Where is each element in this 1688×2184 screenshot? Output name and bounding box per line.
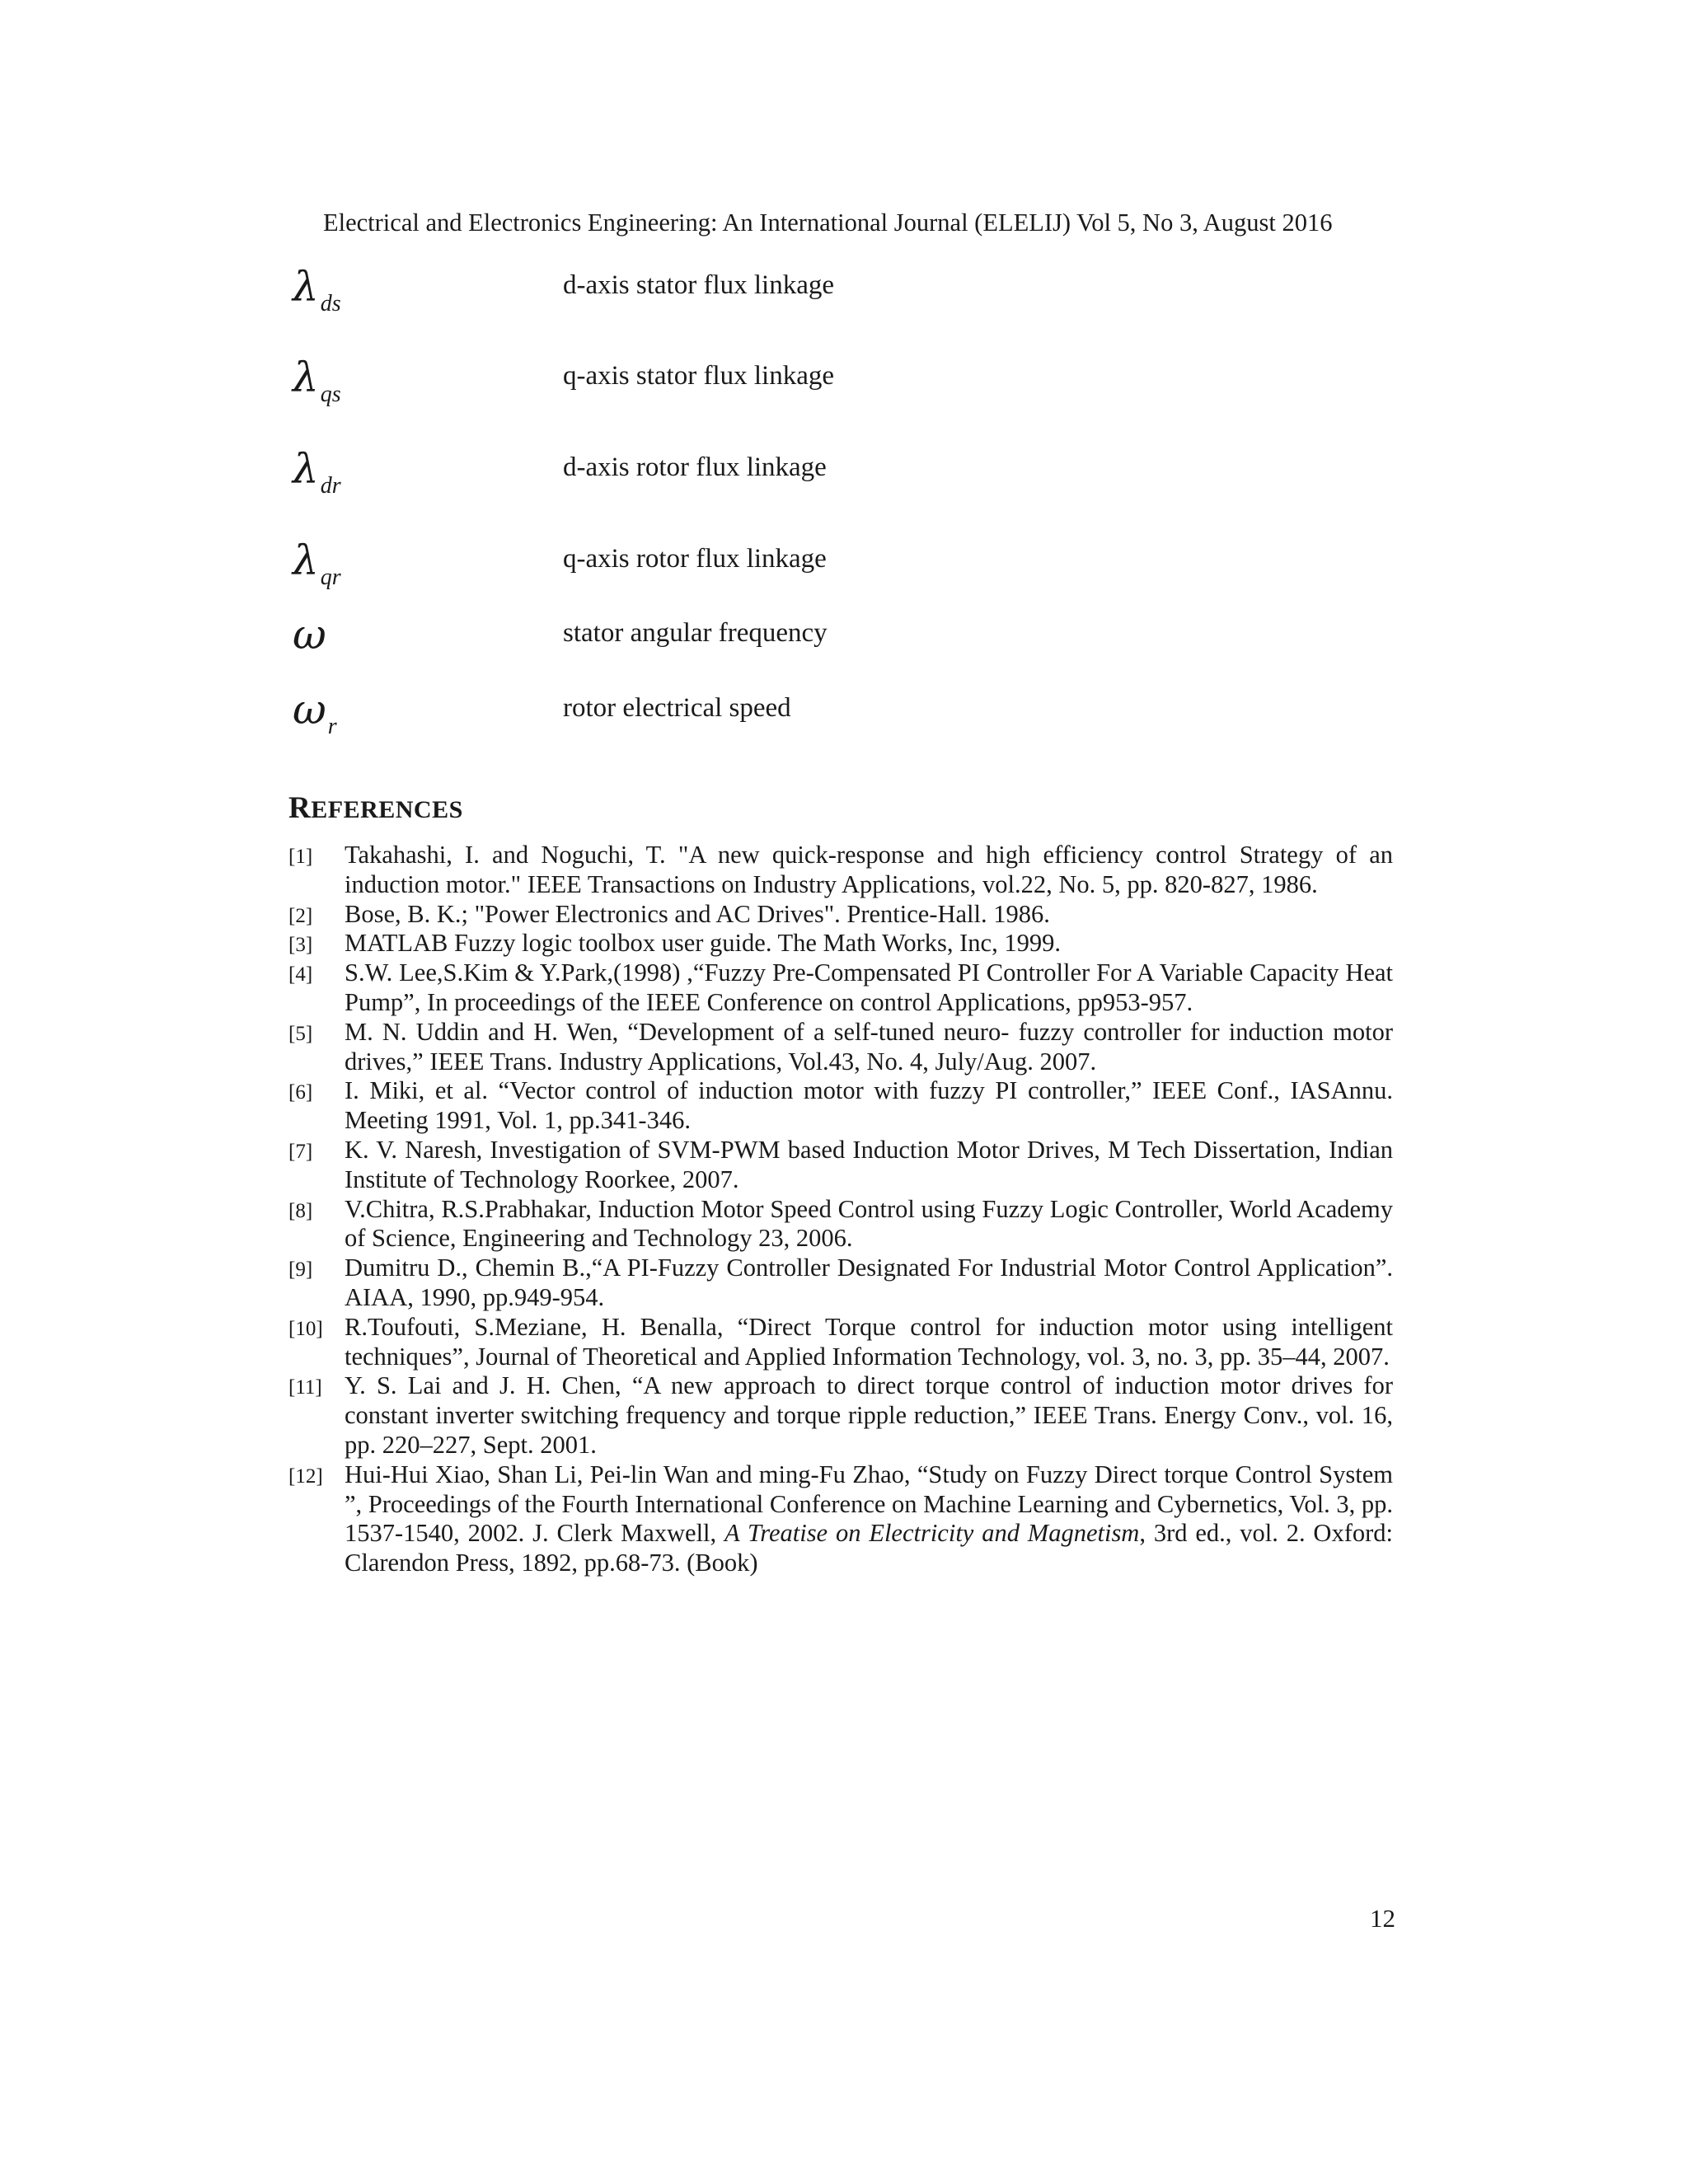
nomenclature-item [293, 263, 1447, 316]
symbol-lambda-qs: $\lambda_{qs}$ [293, 354, 341, 407]
reference-item [288, 1195, 1393, 1254]
reference-item [288, 841, 1393, 900]
reference-text: K. V. Naresh, Investigation of SVM-PWM based Induction Motor Drives, M Tech Dissertation, Indian Institute of Technology Roorkee, 2007. [345, 1135, 1393, 1193]
reference-number: [7] [288, 1140, 313, 1163]
reference-number: [10] [288, 1317, 323, 1340]
references-list [288, 841, 1393, 1578]
reference-number: [1] [288, 846, 313, 868]
reference-number: [2] [288, 904, 313, 927]
running-header: Electrical and Electronics Engineering: An International Journal (ELELIJ) Vol 5, No 3, August 2016 [323, 209, 1333, 237]
reference-number: [11] [288, 1376, 322, 1399]
nomenclature-item [293, 354, 1447, 407]
reference-item [288, 1254, 1393, 1313]
nomenclature-item [293, 537, 1447, 590]
symbol-lambda-dr: $\lambda_{dr}$ [293, 445, 341, 499]
reference-item [288, 900, 1393, 930]
nomenclature-item [293, 445, 1447, 499]
reference-text: Y. S. Lai and J. H. Chen, “A new approach to direct torque control of induction motor drives for constant inverter switching frequency and torque ripple reduction,” IEEE Trans. Energy Conv., vol. 16, pp. 220–227, Sept. 2001. [345, 1371, 1393, 1459]
symbol-description: d-axis stator flux linkage [563, 270, 835, 300]
symbol-description: d-axis rotor flux linkage [563, 452, 827, 482]
symbol-omega: ω [293, 611, 326, 658]
symbol-description: rotor electrical speed [563, 693, 791, 723]
reference-number: [8] [288, 1199, 313, 1222]
reference-text: MATLAB Fuzzy logic toolbox user guide. The Math Works, Inc, 1999. [345, 929, 1061, 958]
reference-number: [5] [288, 1022, 313, 1045]
symbol-description: stator angular frequency [563, 618, 828, 648]
reference-number: [3] [288, 934, 313, 957]
reference-number: [6] [288, 1081, 313, 1104]
nomenclature-item [293, 686, 1447, 739]
reference-item [288, 1371, 1393, 1460]
references-heading: REFERENCES [288, 791, 463, 825]
page-number: 12 [1370, 1904, 1395, 1933]
reference-number: [4] [288, 963, 313, 987]
reference-item [288, 1018, 1393, 1077]
nomenclature-item [293, 612, 1447, 658]
symbol-omega-r: $\omega_r$ [293, 686, 337, 739]
reference-item [288, 1460, 1393, 1578]
reference-text: I. Miki, et al. “Vector control of induction motor with fuzzy PI controller,” IEEE Conf., IASAnnu. Meeting 1991, Vol. 1, pp.341-346. [345, 1076, 1393, 1135]
reference-item [288, 1076, 1393, 1136]
symbol-lambda-qr: $\lambda_{qr}$ [293, 537, 341, 590]
reference-text: S.W. Lee,S.Kim & Y.Park,(1998) ,“Fuzzy Pre-Compensated PI Controller For A Variable Capacity Heat Pump”, In proceedings of the IEEE Conference on control Applications, pp953-957. [345, 958, 1393, 1016]
reference-text: M. N. Uddin and H. Wen, “Development of a self-tuned neuro- fuzzy controller for induction motor drives,” IEEE Trans. Industry Applications, Vol.43, No. 4, July/Aug. 2007. [345, 1017, 1393, 1076]
reference-text: Dumitru D., Chemin B.,“A PI-Fuzzy Controller Designated For Industrial Motor Control Application”. AIAA, 1990, pp.949-954. [345, 1254, 1393, 1311]
reference-item [288, 1136, 1393, 1195]
reference-text: R.Toufouti, S.Meziane, H. Benalla, “Direct Torque control for induction motor using intelligent techniques”, Journal of Theoretical and Applied Information Technology, vol. 3, no. 3, pp. 35–44, 2007. [345, 1312, 1393, 1371]
symbol-description: q-axis rotor flux linkage [563, 544, 827, 574]
reference-item [288, 958, 1393, 1018]
reference-text: Bose, B. K.; "Power Electronics and AC Drives". Prentice-Hall. 1986. [345, 899, 1050, 928]
reference-item [288, 929, 1393, 958]
book-title: A Treatise on Electricity and Magnetism [724, 1519, 1140, 1548]
symbol-lambda-ds: $\lambda_{ds}$ [293, 263, 341, 316]
reference-text: Takahashi, I. and Noguchi, T. "A new quick-response and high efficiency control Strategy of an induction motor." IEEE Transactions on Industry Applications, vol.22, No. 5, pp. 820-827, 1986. [345, 841, 1393, 898]
reference-number: [12] [288, 1465, 323, 1488]
reference-item [288, 1313, 1393, 1372]
reference-text: V.Chitra, R.S.Prabhakar, Induction Motor Speed Control using Fuzzy Logic Controller, World Academy of Science, Engineering and Technology 23, 2006. [345, 1194, 1393, 1253]
reference-text: Hui-Hui Xiao, Shan Li, Pei-lin Wan and ming-Fu Zhao, “Study on Fuzzy Direct torque Control System ”, Proceedings of the Fourth International Conference on Machine Learning and Cybernetics, Vol. 3, pp. 1537-1540, 2002. J. Clerk Maxwell, A Treatise on Electricity and Magnetism, 3rd ed., vol. 2. Oxford: Clarendon Press, 1892, pp.68-73. (Book) [345, 1460, 1393, 1577]
symbol-description: q-axis stator flux linkage [563, 361, 835, 391]
reference-number: [9] [288, 1258, 313, 1282]
